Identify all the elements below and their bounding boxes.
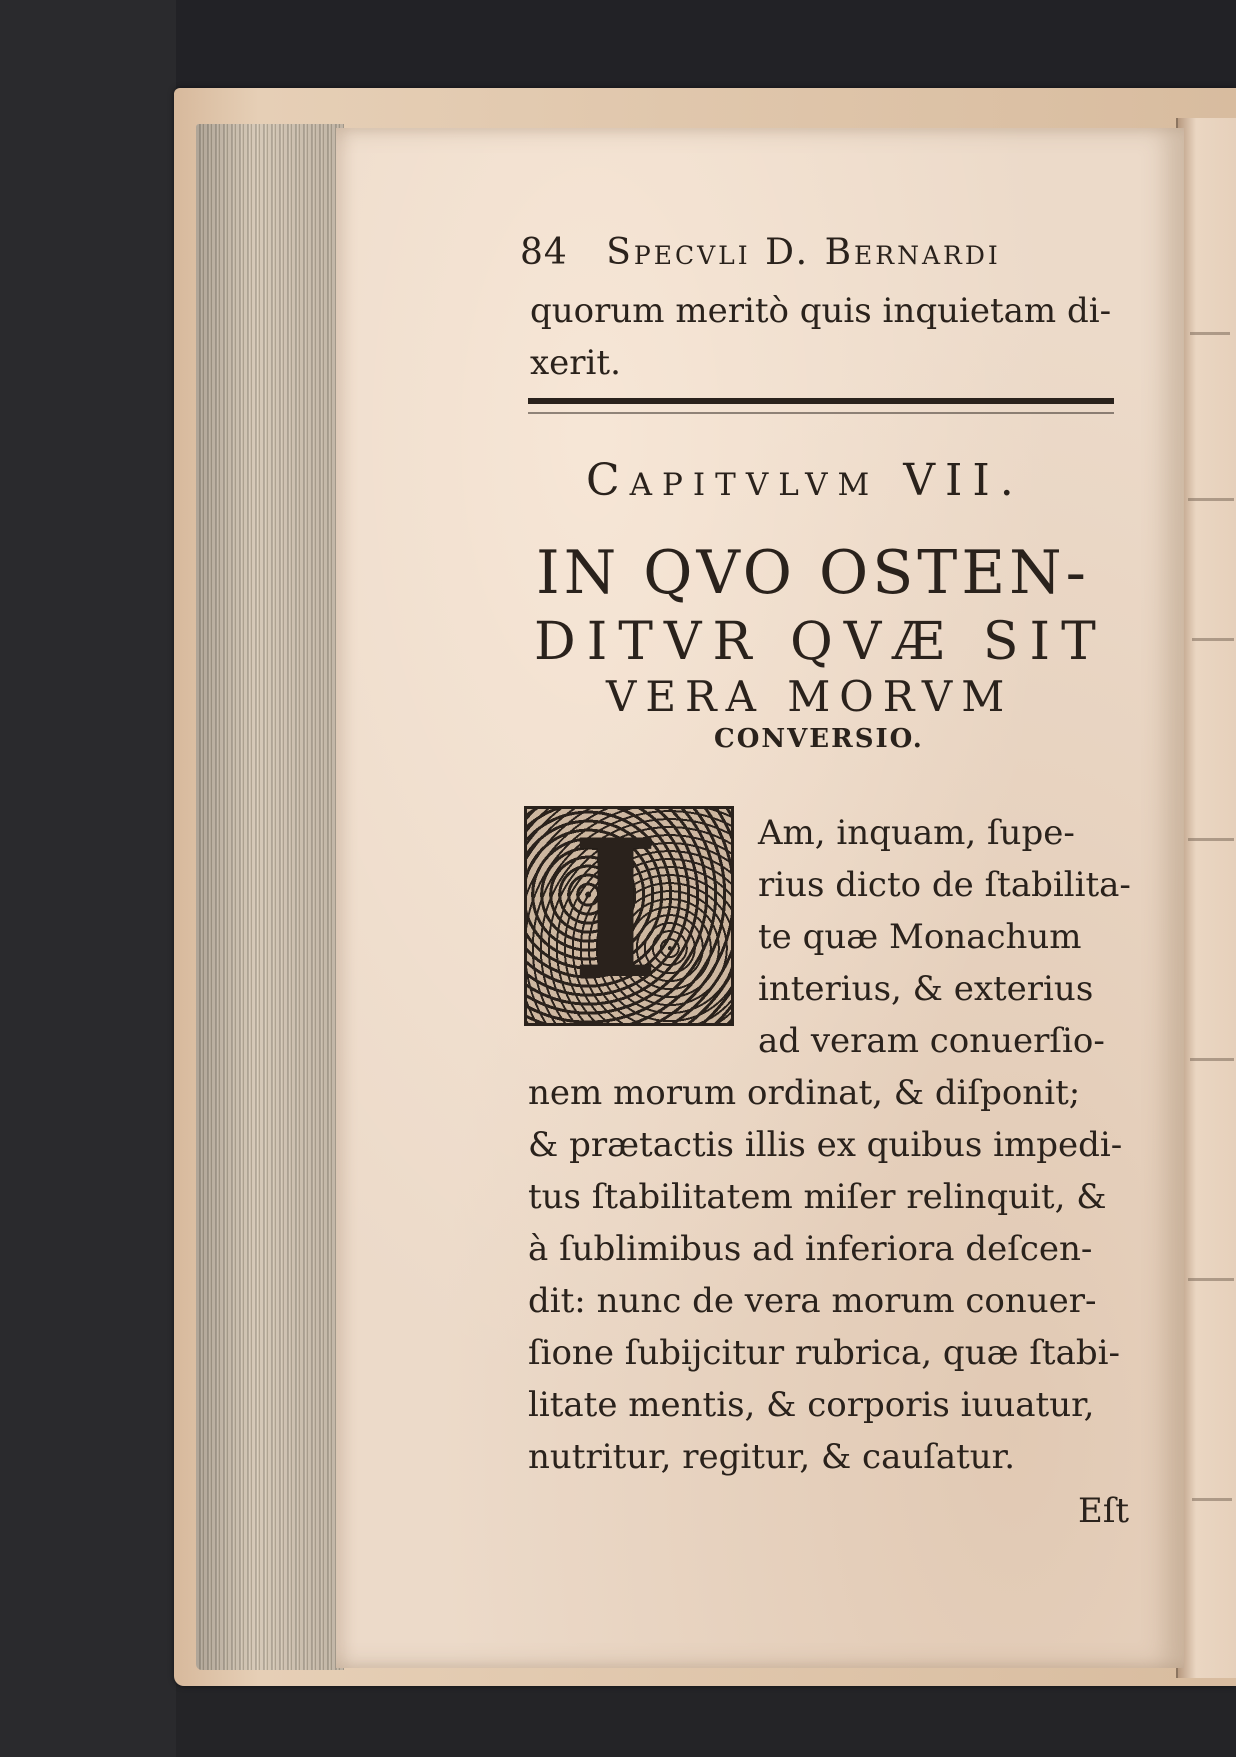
chapter-rule-thin — [528, 412, 1114, 414]
chapter-title-line: CONVERSIO. — [714, 724, 924, 754]
text-line: litate mentis, & corporis iuuatur, — [528, 1385, 1095, 1425]
text-line: quorum meritò quis inquietam di- — [530, 291, 1112, 331]
facing-page-text — [1190, 1058, 1234, 1061]
chapter-title-line: VERA MORVM — [606, 672, 1014, 721]
chapter-label: Capitvlvm VII. — [586, 455, 1024, 506]
facing-page-text — [1188, 498, 1234, 501]
text-line: rius dicto de ſtabilita- — [758, 865, 1131, 905]
facing-page-text — [1188, 1278, 1234, 1281]
text-line: ſione ſubijcitur rubrica, quæ ſtabi- — [528, 1333, 1120, 1373]
background-top — [0, 0, 1236, 92]
page-edges-shadow — [196, 124, 344, 1670]
running-header — [520, 232, 1001, 273]
text-line: nutritur, regitur, & cauſatur. — [528, 1437, 1016, 1477]
text-line: & prætactis illis ex quibus impedi- — [528, 1125, 1123, 1165]
text-line: dit: nunc de vera morum conuer- — [528, 1281, 1097, 1321]
initial-letter: I — [571, 798, 660, 1021]
text-line: te quæ Monachum — [758, 917, 1082, 957]
facing-page-text — [1188, 838, 1234, 841]
decorated-initial — [524, 798, 734, 1026]
text-line: nem morum ordinat, & diſponit; — [528, 1073, 1081, 1113]
chapter-title-line: IN QVO OSTEN- — [536, 538, 1090, 608]
running-title: Specvli D. Bernardi — [606, 232, 1001, 273]
chapter-rule — [528, 398, 1114, 404]
text-line: Am, inquam, ſupe- — [758, 813, 1075, 853]
facing-page-text — [1190, 332, 1230, 335]
text-line: xerit. — [530, 343, 621, 383]
text-line: tus ſtabilitatem miſer relinquit, & — [528, 1177, 1107, 1217]
text-line: à ſublimibus ad inferiora deſcen- — [528, 1229, 1093, 1269]
facing-page-text — [1192, 638, 1234, 641]
text-line: ad veram conuerſio- — [758, 1021, 1105, 1061]
facing-page-text — [1192, 1498, 1232, 1501]
background-left — [0, 0, 176, 1757]
text-line: interius, & exterius — [758, 969, 1094, 1009]
facing-page — [1176, 118, 1236, 1678]
chapter-title-line: DITVR QVÆ SIT — [534, 612, 1107, 672]
catchword: Eſt — [1078, 1491, 1130, 1531]
page-number: 84 — [520, 232, 568, 273]
